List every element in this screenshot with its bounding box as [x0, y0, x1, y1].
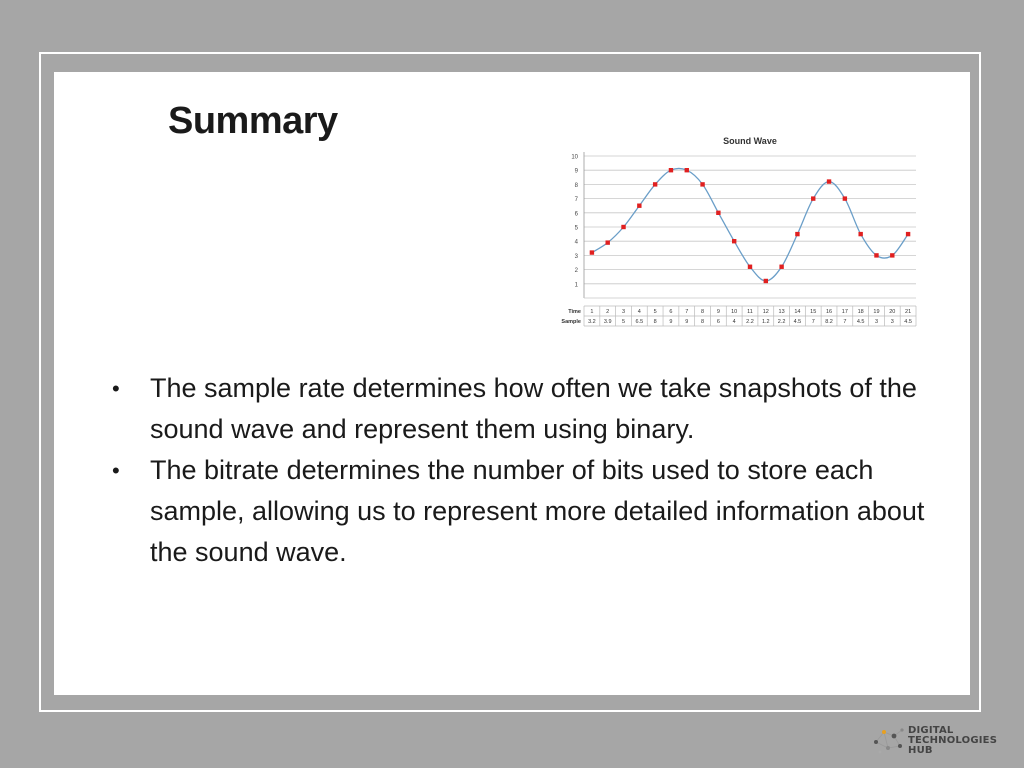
sample-cell: 4.5 — [793, 319, 802, 325]
y-tick-label: 8 — [574, 182, 578, 189]
time-cell: 3 — [621, 309, 626, 315]
y-tick-label: 1 — [574, 282, 578, 289]
bullet-dot-icon: • — [112, 458, 120, 483]
sample-point — [843, 196, 847, 200]
sample-point — [779, 265, 783, 269]
sample-cell: 6.5 — [635, 319, 644, 325]
sample-cell: 4.5 — [856, 319, 865, 325]
sample-point — [621, 225, 625, 229]
time-cell: 14 — [794, 309, 801, 315]
sample-cell: 5 — [621, 319, 626, 325]
time-cell: 10 — [731, 309, 738, 315]
time-cell: 17 — [841, 309, 848, 315]
sample-cell: 8 — [653, 319, 657, 325]
bullet-dot-icon: • — [112, 376, 120, 401]
sample-point — [906, 232, 910, 236]
y-tick-label: 7 — [574, 197, 578, 204]
y-tick-label: 9 — [574, 168, 578, 175]
y-tick-label: 6 — [574, 211, 578, 218]
time-cell: 13 — [778, 309, 785, 315]
sample-cell: 2.2 — [746, 319, 754, 325]
sample-cell: 7 — [843, 319, 847, 325]
time-cell: 21 — [905, 309, 912, 315]
table-row-label: Sample — [561, 319, 581, 325]
sample-point — [748, 265, 752, 269]
sample-cell: 9 — [685, 319, 689, 325]
time-cell: 18 — [857, 309, 864, 315]
sample-point — [700, 182, 704, 186]
sample-point — [764, 279, 768, 283]
slide-title: Summary — [168, 100, 338, 142]
sample-cell: 3 — [874, 319, 879, 325]
sample-point — [653, 182, 657, 186]
sample-point — [858, 232, 862, 236]
time-cell: 16 — [825, 309, 833, 315]
time-cell: 20 — [889, 309, 896, 315]
time-cell: 12 — [762, 309, 769, 315]
sample-point — [795, 232, 799, 236]
slide — [54, 72, 970, 695]
sample-point — [827, 179, 831, 183]
time-cell: 6 — [669, 309, 673, 315]
logo-text: DIGITAL TECHNOLOGIES HUB — [908, 725, 998, 756]
time-cell: 19 — [873, 309, 880, 315]
chart-title: Sound Wave — [723, 136, 777, 146]
time-cell: 7 — [685, 309, 689, 315]
time-cell: 8 — [701, 309, 705, 315]
sample-point — [874, 253, 878, 257]
time-cell: 5 — [653, 309, 657, 315]
sample-cell: 9 — [669, 319, 673, 325]
network-icon — [872, 724, 906, 758]
sample-point — [685, 168, 689, 172]
sample-cell: 1.2 — [761, 319, 770, 325]
sample-cell: 4 — [732, 319, 736, 325]
sample-cell: 4.5 — [904, 319, 912, 325]
time-cell: 9 — [716, 309, 720, 315]
table-row-label: Time — [568, 309, 581, 315]
y-tick-label: 5 — [574, 225, 578, 232]
y-tick-label: 4 — [574, 239, 578, 246]
time-cell: 4 — [637, 309, 641, 315]
digital-technologies-hub-logo — [870, 722, 1000, 762]
sample-cell: 8 — [701, 319, 705, 325]
bullet-list — [106, 368, 936, 573]
sample-point — [637, 204, 641, 208]
y-tick-label: 10 — [571, 154, 578, 161]
sample-point — [590, 250, 594, 254]
sample-point — [811, 196, 815, 200]
sample-cell: 2.2 — [777, 319, 786, 325]
y-tick-label: 2 — [574, 268, 578, 275]
sample-point — [669, 168, 673, 172]
sample-cell: 7 — [811, 319, 815, 325]
sample-cell: 6 — [716, 319, 720, 325]
time-cell: 2 — [606, 309, 610, 315]
sample-point — [606, 240, 610, 244]
sample-cell: 8.2 — [825, 319, 833, 325]
time-cell: 11 — [747, 309, 753, 315]
time-cell: 15 — [810, 309, 817, 315]
sample-cell: 3.2 — [588, 319, 596, 325]
sample-point — [890, 253, 894, 257]
sound-wave-chart — [554, 130, 924, 330]
bullet-item: • The bitrate determines the number of bits used to store each sample, allowing us to represent more detailed information about the sound wave. — [106, 450, 936, 573]
sample-cell: 3 — [890, 319, 894, 325]
bullet-item: • The sample rate determines how often we take snapshots of the sound wave and represent them using binary. — [106, 368, 936, 450]
time-cell: 1 — [590, 309, 594, 315]
y-tick-label: 3 — [574, 253, 578, 260]
sound-wave-line — [592, 168, 908, 281]
sample-point — [716, 211, 720, 215]
sample-cell: 3.9 — [603, 319, 612, 325]
sample-point — [732, 239, 736, 243]
